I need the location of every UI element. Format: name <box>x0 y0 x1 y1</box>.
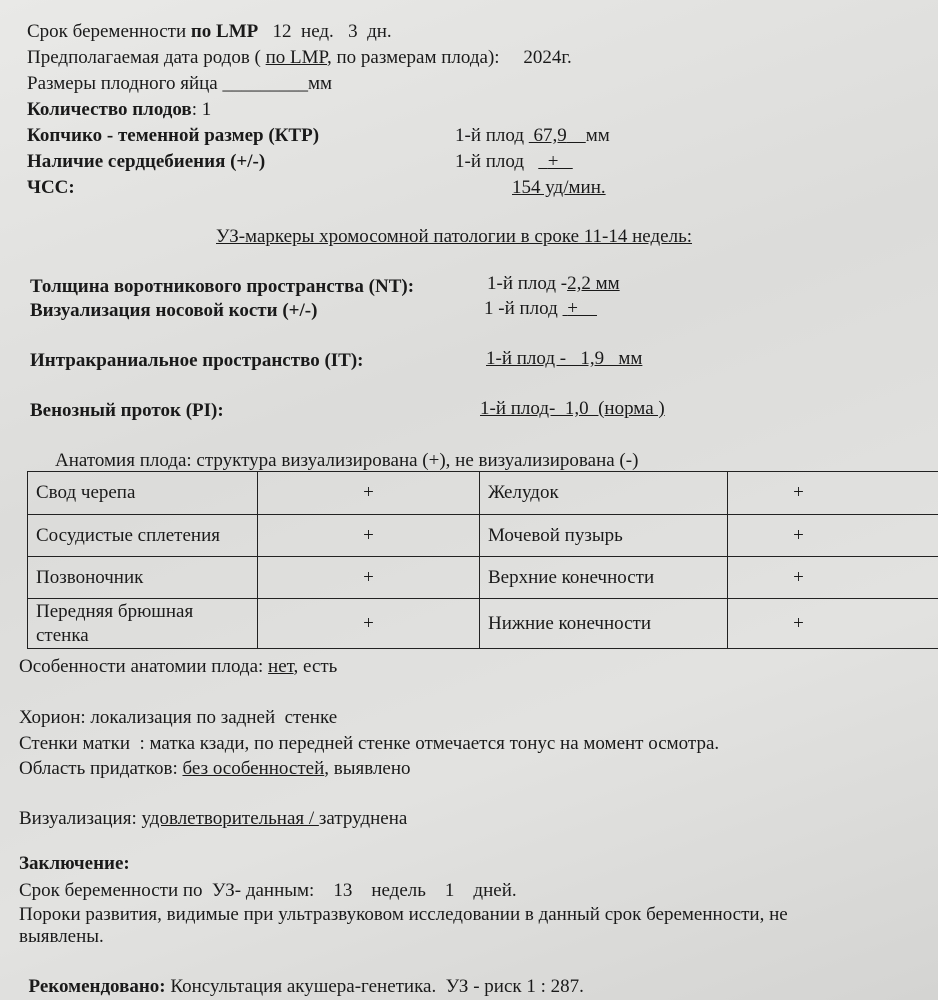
cell-value: + <box>728 515 938 557</box>
option: , есть <box>293 656 338 677</box>
crl-value <box>529 125 586 146</box>
cell-structure: Мочевой пузырь <box>480 515 728 557</box>
value: + <box>547 151 559 172</box>
fetus: 1-й плод <box>455 151 525 172</box>
due-date-value: 2024г. <box>523 47 572 68</box>
cell-value: + <box>258 515 480 557</box>
heartbeat-value <box>538 151 572 172</box>
defects-line-1: Пороки развития, видимые при ультразвуковом исследовании в данный срок беременности, не <box>19 904 788 925</box>
defects-line-2: выявлены. <box>19 926 104 947</box>
visualization-line <box>19 808 407 830</box>
cell-structure: Верхние конечности <box>480 557 728 599</box>
heartbeat-label: Наличие сердцебиения (+/-) <box>27 151 266 172</box>
label: Область придатков: <box>19 758 183 779</box>
days-value: 3 <box>348 21 358 42</box>
anatomy-table <box>27 471 938 649</box>
cell-value: + <box>258 599 480 649</box>
label-end: , по размерам плода): <box>327 47 500 68</box>
weeks-unit: нед. <box>301 21 334 42</box>
heartbeat-value-line <box>455 151 573 173</box>
cell-structure: Желудок <box>480 472 728 515</box>
cell-structure: Нижние конечности <box>480 599 728 649</box>
markers-title: УЗ-маркеры хромосомной патологии в сроке 11-14 недель: <box>216 226 693 247</box>
label-bold: по LMP <box>190 21 259 42</box>
it-value: 1-й плод - 1,9 мм <box>486 348 643 369</box>
table-row <box>28 599 938 649</box>
nt-value-line <box>487 273 620 295</box>
cell-structure: Передняя брюшная стенка <box>28 599 258 649</box>
nasal-bone-label: Визуализация носовой кости (+/-) <box>30 300 318 321</box>
chorion-line: Хорион: локализация по задней стенке <box>19 707 338 728</box>
label: Размеры плодного яйца <box>27 73 218 94</box>
crl-value-line <box>455 125 610 147</box>
adnexa-line <box>19 758 411 780</box>
gest-age-us-line: Срок беременности по УЗ- данным: 13 недель 1 дней. <box>19 880 517 901</box>
selected-option: без особенностей <box>182 758 325 779</box>
it-label: Интракраниальное пространство (IT): <box>30 350 364 371</box>
gest-age-lmp-line <box>27 21 392 43</box>
cell-structure: Свод черепа <box>28 472 258 515</box>
anatomy-caption: Анатомия плода: структура визуализирована (+), не визуализирована (-) <box>55 450 639 471</box>
fetus: 1-й плод <box>455 125 525 146</box>
value: : 1 <box>191 99 212 120</box>
label: Рекомендовано: <box>28 976 166 997</box>
table-row <box>28 515 938 557</box>
table-row <box>28 557 938 599</box>
blank: _________ <box>222 73 308 94</box>
dv-value: 1-й плод- 1,0 (норма ) <box>480 398 665 419</box>
conclusion-title: Заключение: <box>19 853 130 874</box>
option: затруднена <box>318 808 408 829</box>
cell-value: + <box>258 557 480 599</box>
uterus-line: Стенки матки : матка кзади, по передней стенке отмечается тонус на момент осмотра. <box>19 733 720 754</box>
label: Визуализация: <box>19 808 142 829</box>
due-date-line <box>27 47 572 69</box>
unit: мм <box>307 73 333 94</box>
selected-option: нет <box>268 656 294 677</box>
nasal-bone-value <box>563 298 597 319</box>
hr-value: 154 уд/мин. <box>512 177 606 198</box>
option: , выявлено <box>324 758 411 779</box>
anatomy-features-line <box>19 656 337 678</box>
weeks-value: 12 <box>272 21 292 42</box>
nt-label: Толщина воротникового пространства (NT): <box>30 276 415 297</box>
recommended-text: Консультация акушера-генетика. УЗ - риск 1 : 287. <box>165 976 584 997</box>
cell-structure: Сосудистые сплетения <box>28 515 258 557</box>
nasal-bone-value-line <box>484 298 597 320</box>
label: Предполагаемая дата родов ( <box>27 47 266 68</box>
cell-value: + <box>728 599 938 649</box>
cell-value: + <box>258 472 480 515</box>
value: 67,9 <box>533 125 567 146</box>
fetus: 1-й плод - <box>487 273 568 294</box>
selected-option: удовлетворительная / <box>141 808 319 829</box>
label: Особенности анатомии плода: <box>19 656 269 677</box>
value: + <box>567 298 578 319</box>
cell-value: + <box>728 472 938 515</box>
cell-structure: Позвоночник <box>28 557 258 599</box>
label: Количество плодов <box>27 99 192 120</box>
cell-value: + <box>728 557 938 599</box>
fetus: 1 -й плод <box>484 298 558 319</box>
hr-label: ЧСС: <box>27 177 75 198</box>
sac-size-line <box>27 73 332 95</box>
unit: мм <box>585 125 610 146</box>
fetus-count-line <box>27 99 211 121</box>
dv-label: Венозный проток (PI): <box>30 400 224 421</box>
table-row <box>28 472 938 515</box>
crl-label: Копчико - теменной размер (КТР) <box>27 125 320 146</box>
label: Срок беременности <box>27 21 191 42</box>
days-unit: дн. <box>367 21 392 42</box>
nt-value: 2,2 мм <box>567 273 620 294</box>
selected-option: по LMP <box>265 47 328 68</box>
recommended-line <box>19 954 584 998</box>
